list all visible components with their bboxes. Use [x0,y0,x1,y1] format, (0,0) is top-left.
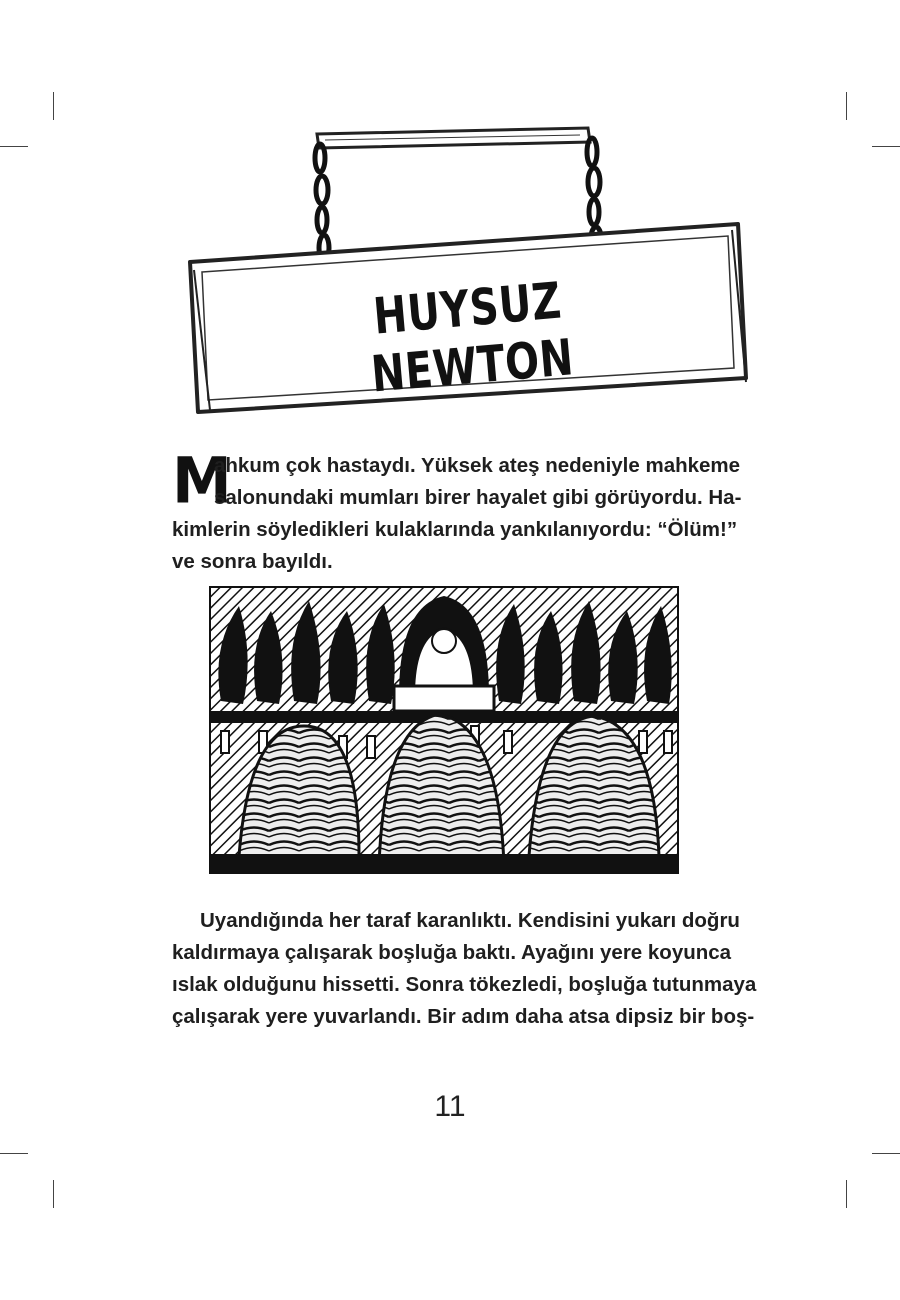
crop-mark [53,1180,54,1208]
crop-mark [872,1153,900,1154]
crop-mark [846,1180,847,1208]
crop-mark [53,92,54,120]
text-line: çalışarak yere yuvarlandı. Bir adım daha atsa dipsiz bir boş- [172,1005,755,1028]
text-line: ve sonra bayıldı. [172,550,333,573]
text-line: ahkum çok hastaydı. Yüksek ateş nedeniyle mahkeme [214,454,741,477]
courtroom-judges-icon [209,586,679,874]
chapter-title: HUYSUZ NEWTON [369,272,576,405]
page-number: 11 [434,1090,466,1123]
text-line: ıslak olduğunu hissetti. Sonra tökezledi, boşluğa tutunmaya [172,973,757,996]
crop-mark [846,92,847,120]
drop-cap: M [172,444,232,519]
text-line: salonundaki mumları birer hayalet gibi görüyordu. Ha- [214,486,742,509]
crop-mark [872,146,900,147]
crop-mark [0,1153,28,1154]
crop-mark [0,146,28,147]
chapter-sign [180,120,760,420]
text-line: kaldırmaya çalışarak boşluğa baktı. Ayağını yere koyunca [172,941,732,964]
text-line: kimlerin söyledikleri kulaklarında yankılanıyordu: “Ölüm!” [172,518,738,541]
paragraph-1 [172,444,742,578]
courtroom-illustration [209,586,679,874]
paragraph-2 [172,905,757,1033]
text-line: Uyandığında her taraf karanlıktı. Kendisini yukarı doğru [200,909,740,932]
